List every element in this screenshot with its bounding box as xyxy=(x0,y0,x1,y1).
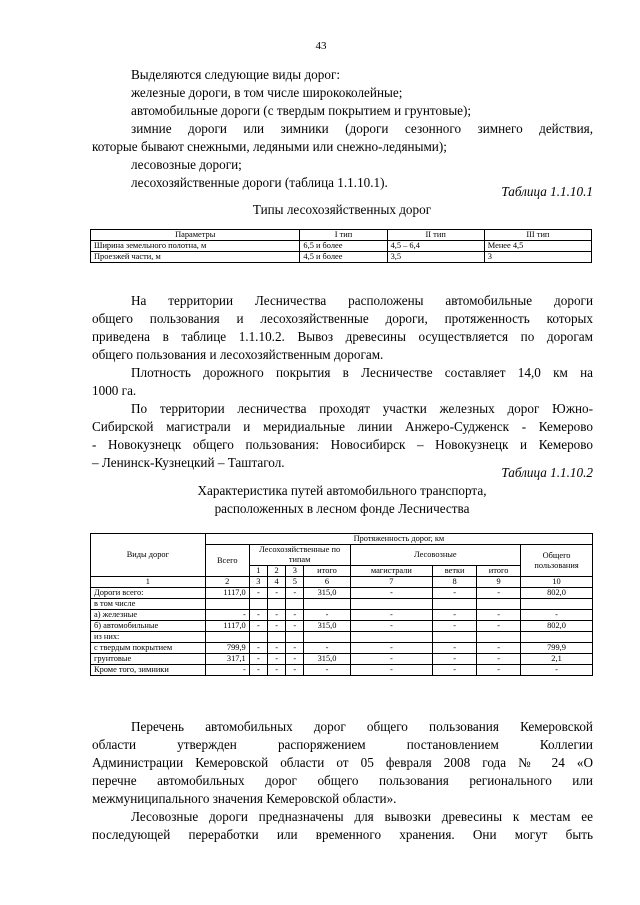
table2-cell: - xyxy=(433,643,477,654)
table-row xyxy=(91,643,593,654)
para1-line: приведена в таблице 1.1.10.2. Вывоз древесины осуществляется по дорогам xyxy=(92,329,593,344)
table1-cell: Проезжей части, м xyxy=(91,252,300,263)
table2-cell: - xyxy=(350,610,433,621)
table2-title-line: Характеристика путей автомобильного транспорта, xyxy=(197,483,487,498)
para3-line: Сибирской магистрали и меридиальные линии Анжеро-Судженск - Кемерово xyxy=(92,419,593,434)
table1-cell: 3,5 xyxy=(387,252,484,263)
table1-cell: Менее 4,5 xyxy=(484,241,591,252)
table2-col-number: 1 xyxy=(91,577,206,588)
table2-cell: - xyxy=(205,665,249,676)
table2-cell: грунтовые xyxy=(91,654,206,665)
para4-line: Перечень автомобильных дорог общего пользования Кемеровской xyxy=(131,719,593,734)
table2-cell: с твердым покрытием xyxy=(91,643,206,654)
table2-cell: - xyxy=(267,643,285,654)
table1-cell: Ширина земельного полотна, м xyxy=(91,241,300,252)
para4-line: межмуниципального значения Кемеровской области». xyxy=(92,791,397,806)
para3-line: – Ленинск-Кузнецкий – Таштагол. xyxy=(92,455,285,470)
intro-line: железные дороги, в том числе ширококолейные; xyxy=(131,85,403,100)
table2-cell xyxy=(350,632,433,643)
table2-cell: 799,9 xyxy=(205,643,249,654)
table2-col-number: 6 xyxy=(304,577,350,588)
table2-cell: - xyxy=(304,610,350,621)
table2-cell xyxy=(286,632,304,643)
intro-line: Выделяются следующие виды дорог: xyxy=(131,67,341,82)
table2-cell: - xyxy=(477,610,521,621)
table2-header-length: Протяженность дорог, км xyxy=(205,534,592,545)
para4-line: области утвержден распоряжением постановлением Коллегии xyxy=(92,737,593,752)
table2-cell: - xyxy=(249,610,267,621)
table-row xyxy=(91,610,593,621)
para5-line: Лесовозные дороги предназначены для вывозки древесины к местам ее xyxy=(131,809,593,824)
table2-cell: - xyxy=(477,643,521,654)
intro-line: лесовозные дороги; xyxy=(131,157,242,172)
table-row xyxy=(91,252,592,263)
table2-cell xyxy=(521,632,593,643)
table2-col-number: 5 xyxy=(286,577,304,588)
table1-header: II тип xyxy=(387,230,484,241)
para1-line: общего пользования и лесохозяйственные дороги, протяженность которых xyxy=(92,311,593,326)
table2-cell: - xyxy=(205,610,249,621)
table2-subheader: итого xyxy=(304,566,350,577)
table2-cell: - xyxy=(286,588,304,599)
table2-cell: - xyxy=(433,621,477,632)
table2-cell: - xyxy=(267,665,285,676)
table2-cell: 802,0 xyxy=(521,588,593,599)
table1-caption: Таблица 1.1.10.1 xyxy=(501,184,593,199)
table2-header-road-types: Виды дорог xyxy=(91,534,206,577)
para1-line: общего пользования и лесохозяйственным дорогам. xyxy=(92,347,384,362)
table2-cell xyxy=(205,632,249,643)
table2-cell xyxy=(350,599,433,610)
table2-cell xyxy=(477,599,521,610)
table2-cell xyxy=(267,632,285,643)
table2-cell: 315,0 xyxy=(304,654,350,665)
table2-cell: - xyxy=(477,654,521,665)
table2-cell: - xyxy=(433,665,477,676)
table-row xyxy=(91,654,593,665)
table2-cell: - xyxy=(249,621,267,632)
table2-cell: - xyxy=(521,665,593,676)
table-row xyxy=(91,588,593,599)
table2-cell: - xyxy=(350,654,433,665)
table2-subheader: магистрали xyxy=(350,566,433,577)
table2-cell: - xyxy=(267,621,285,632)
table2-col-number: 7 xyxy=(350,577,433,588)
table2-cell xyxy=(249,632,267,643)
table2-cell xyxy=(433,599,477,610)
table1-cell: 4,5 – 6,4 xyxy=(387,241,484,252)
table2-cell xyxy=(304,632,350,643)
para4-line: Администрации Кемеровской области от 05 февраля 2008 года № 24 «О xyxy=(92,755,593,770)
table2-cell: - xyxy=(249,643,267,654)
table2-col-number: 8 xyxy=(433,577,477,588)
table1-cell: 4,5 и более xyxy=(300,252,387,263)
table2-cell: - xyxy=(350,621,433,632)
table2-cell: - xyxy=(267,610,285,621)
table-row xyxy=(91,632,593,643)
page-number: 43 xyxy=(315,40,327,52)
table2-cell xyxy=(286,599,304,610)
table2-caption: Таблица 1.1.10.2 xyxy=(501,465,593,480)
table2-cell: - xyxy=(350,643,433,654)
table2-cell: - xyxy=(286,643,304,654)
table2-col-number: 9 xyxy=(477,577,521,588)
table-row xyxy=(91,621,593,632)
table2-cell: в том числе xyxy=(91,599,206,610)
table2-header-total: Всего xyxy=(205,545,249,577)
table2-cell: 1117,0 xyxy=(205,588,249,599)
table2-subheader: 2 xyxy=(267,566,285,577)
table2-cell: - xyxy=(433,654,477,665)
table2-cell: - xyxy=(286,621,304,632)
para3-line: - Новокузнецк общего пользования: Новосибирск – Новокузнецк и Кемерово xyxy=(92,437,593,452)
table2-cell: 799,9 xyxy=(521,643,593,654)
table2-cell xyxy=(267,599,285,610)
table2-col-number: 4 xyxy=(267,577,285,588)
table2-cell: 1117,0 xyxy=(205,621,249,632)
para4-line: перечне автомобильных дорог общего пользования регионального или xyxy=(92,773,593,788)
table2-cell: - xyxy=(267,588,285,599)
table1-header: III тип xyxy=(484,230,591,241)
table2-cell: 315,0 xyxy=(304,621,350,632)
table2-cell: а) железные xyxy=(91,610,206,621)
table2-cell: - xyxy=(304,643,350,654)
para3-line: По территории лесничества проходят участки железных дорог Южно- xyxy=(131,401,593,416)
table1-cell: 3 xyxy=(484,252,591,263)
table2-cell xyxy=(249,599,267,610)
table2-cell: - xyxy=(286,654,304,665)
table2-cell: - xyxy=(304,665,350,676)
table2-header-public: Общего пользования xyxy=(521,545,593,577)
para2-line: Плотность дорожного покрытия в Лесничестве составляет 14,0 км на xyxy=(131,365,593,380)
para1-line: На территории Лесничества расположены автомобильные дороги xyxy=(131,293,593,308)
table2-cell: - xyxy=(477,621,521,632)
table2-cell xyxy=(205,599,249,610)
table2-cell xyxy=(433,632,477,643)
table2-col-number: 3 xyxy=(249,577,267,588)
table2-header-forestry: Лесохозяйственные по типам xyxy=(249,545,350,566)
table2-cell: Кроме того, зимники xyxy=(91,665,206,676)
table2-cell: - xyxy=(267,654,285,665)
table2-cell: - xyxy=(286,665,304,676)
table1-title: Типы лесохозяйственных дорог xyxy=(252,202,432,217)
para5-line: последующей переработки или временного хранения. Они могут быть xyxy=(92,827,593,842)
table-row xyxy=(91,665,593,676)
table2-cell: - xyxy=(350,665,433,676)
table2-subheader: итого xyxy=(477,566,521,577)
table2-cell: - xyxy=(249,588,267,599)
table2-cell xyxy=(304,599,350,610)
table1 xyxy=(90,229,592,263)
table2-cell: б) автомобильные xyxy=(91,621,206,632)
table1-cell: 6,5 и более xyxy=(300,241,387,252)
table2-subheader: ветки xyxy=(433,566,477,577)
table2-subheader: 1 xyxy=(249,566,267,577)
table2-cell xyxy=(521,599,593,610)
table1-header: I тип xyxy=(300,230,387,241)
table2-cell: 315,0 xyxy=(304,588,350,599)
table2-cell: - xyxy=(249,654,267,665)
table2-cell xyxy=(477,632,521,643)
table2-cell: - xyxy=(433,610,477,621)
intro-line: автомобильные дороги (с твердым покрытием и грунтовые); xyxy=(131,103,472,118)
table1-header: Параметры xyxy=(91,230,300,241)
table2-cell: - xyxy=(521,610,593,621)
table2-subheader: 3 xyxy=(286,566,304,577)
table-row xyxy=(91,599,593,610)
table2-cell: - xyxy=(249,665,267,676)
table2-col-number: 10 xyxy=(521,577,593,588)
table2-header-logging: Лесовозные xyxy=(350,545,521,566)
table2 xyxy=(90,533,593,676)
table2-title-line: расположенных в лесном фонде Лесничества xyxy=(214,501,470,516)
table2-cell: - xyxy=(286,610,304,621)
intro-line: зимние дороги или зимники (дороги сезонного зимнего действия, xyxy=(131,121,593,136)
table2-col-number: 2 xyxy=(205,577,249,588)
table2-cell: из них: xyxy=(91,632,206,643)
table2-cell: 2,1 xyxy=(521,654,593,665)
table-row xyxy=(91,241,592,252)
table2-cell: - xyxy=(477,665,521,676)
table2-cell: 802,0 xyxy=(521,621,593,632)
table2-cell: 317,1 xyxy=(205,654,249,665)
table2-cell: Дороги всего: xyxy=(91,588,206,599)
intro-line: лесохозяйственные дороги (таблица 1.1.10.1). xyxy=(131,175,388,190)
para2-line: 1000 га. xyxy=(92,383,137,398)
intro-line: которые бывают снежными, ледяными или снежно-ледяными); xyxy=(92,139,447,154)
table2-cell: - xyxy=(477,588,521,599)
table2-cell: - xyxy=(433,588,477,599)
table2-cell: - xyxy=(350,588,433,599)
